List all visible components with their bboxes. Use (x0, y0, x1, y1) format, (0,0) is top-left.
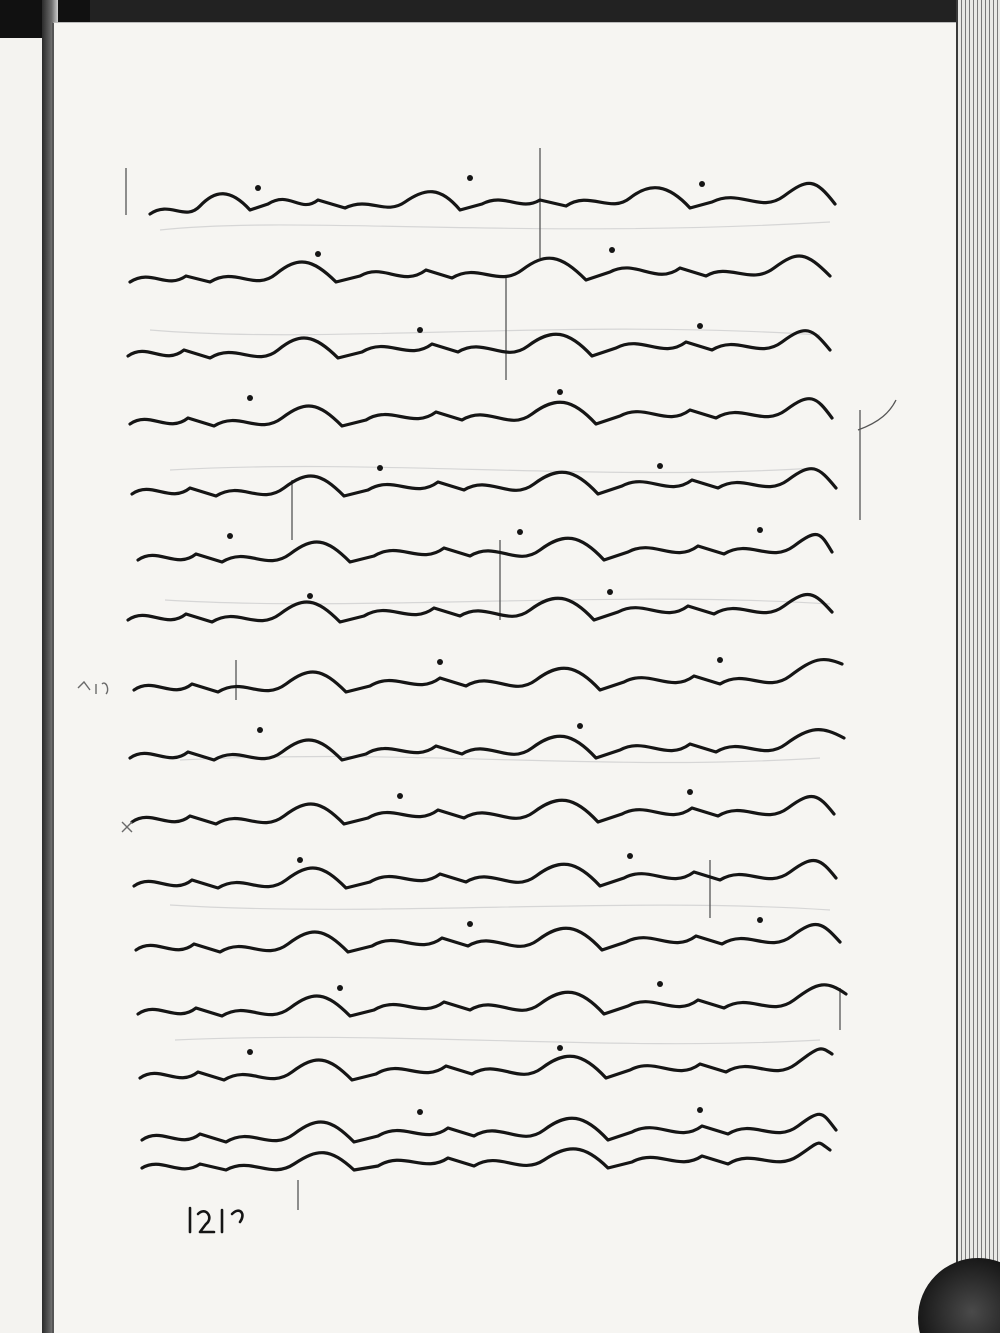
script-line-13 (138, 985, 846, 1016)
script-line-12 (136, 925, 840, 952)
folio-number-mark (190, 1208, 242, 1232)
script-line-15 (142, 1114, 836, 1142)
script-line-1 (150, 183, 835, 214)
script-line-11 (134, 861, 836, 888)
left-margin-annotations (78, 682, 132, 832)
script-line-3 (128, 331, 830, 358)
script-line-16 (142, 1143, 830, 1170)
script-line-5 (132, 469, 836, 496)
script-line-8 (134, 660, 842, 692)
diacritic-dots (227, 175, 763, 1115)
ruling-marks (126, 148, 896, 1210)
script-line-10 (132, 797, 834, 824)
script-line-6 (138, 535, 832, 562)
script-line-9 (130, 730, 844, 760)
script-line-14 (140, 1049, 832, 1080)
script-line-2 (130, 256, 830, 282)
script-line-7 (128, 595, 832, 622)
script-line-4 (130, 399, 832, 426)
